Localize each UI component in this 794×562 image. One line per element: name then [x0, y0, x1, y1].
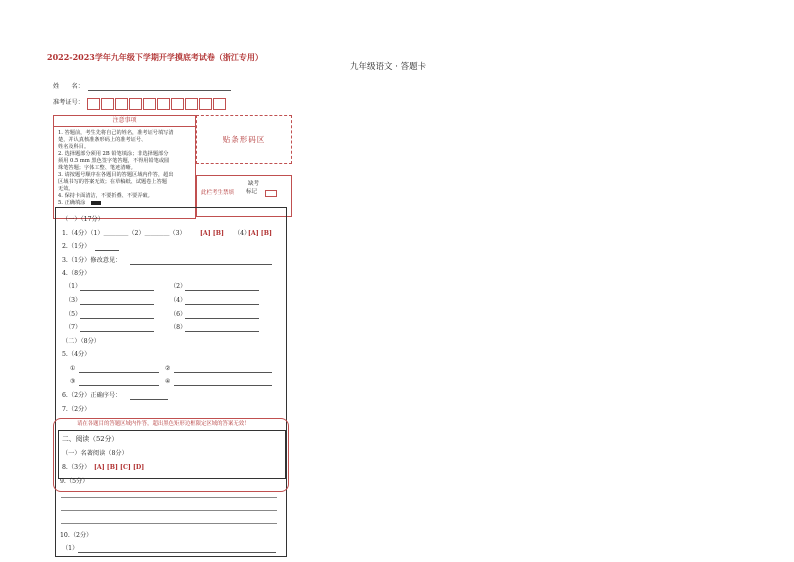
q1-options-b[interactable]: [A] [B]: [248, 230, 272, 237]
admission-digit-box[interactable]: [101, 98, 114, 110]
notes-item: 须用 0.5 mm 黑色签字笔答题，不得用铅笔或圆: [58, 158, 170, 164]
q9-line-2[interactable]: [61, 510, 277, 511]
q5-line-4[interactable]: [174, 385, 272, 386]
sec1-partial-head: （一）（17分）: [62, 216, 104, 223]
q4-line-right[interactable]: [185, 318, 259, 319]
q1-options-a[interactable]: [A] [B]: [200, 230, 224, 237]
q10-line-1[interactable]: [78, 552, 276, 553]
q2-answer-line[interactable]: [95, 250, 119, 251]
notes-item: 区域书写的答案无效；在草稿纸、试题卷上答题: [58, 179, 167, 185]
q5-item-4: ④: [165, 378, 171, 385]
absent-label-right-1: 缺考: [248, 181, 260, 187]
q4-item-left: （3）: [65, 297, 82, 304]
q3-answer-line[interactable]: [130, 264, 272, 265]
q4-item-right: （4）: [170, 297, 187, 304]
notes-item: 楚，并认真核准条形码上的准考证号、: [58, 137, 147, 143]
q8-options[interactable]: [A] [B] [C] [D]: [94, 464, 145, 471]
q4-item-right: （6）: [170, 311, 187, 318]
absent-mark-box[interactable]: [265, 190, 277, 197]
admission-number-boxes[interactable]: [87, 98, 227, 110]
notes-item: 1. 答题前，考生先将自己的姓名，准考证号填写清: [58, 130, 174, 136]
q4-text: 4.（8分）: [62, 270, 91, 277]
q5-text: 5.（4分）: [62, 351, 91, 358]
q5-line-1[interactable]: [79, 372, 159, 373]
q4-item-left: （5）: [65, 311, 82, 318]
q8-text: 8.（3分）: [62, 464, 91, 471]
q4-item-right: （8）: [170, 324, 187, 331]
warning-text: 请在各题目的答题区域内作答，超出黑色矩形边框限定区域的答案无效！: [77, 421, 250, 427]
name-label: 姓 名：: [53, 83, 84, 90]
barcode-area: [196, 115, 292, 164]
section2-sub1: （一）名著阅读（8分）: [62, 450, 128, 457]
q2-text: 2.（1分）: [62, 243, 91, 250]
q9-line-1[interactable]: [61, 497, 277, 498]
q4-line-right[interactable]: [185, 290, 259, 291]
q3-text: 3.（1分）修改意见：: [62, 257, 122, 264]
q5-item-2: ②: [165, 365, 171, 372]
admission-digit-box[interactable]: [115, 98, 128, 110]
q4-line-left[interactable]: [80, 318, 154, 319]
filled-sample-mark: [91, 201, 101, 205]
notes-item: 姓名及科目。: [58, 144, 90, 150]
q4-line-left[interactable]: [80, 290, 154, 291]
q5-item-1: ①: [70, 365, 76, 372]
sub2-head: （二）（8分）: [62, 338, 100, 345]
notes-item: 珠笔答题；字体工整、笔迹清晰。: [58, 165, 136, 171]
admission-label: 准考证号：: [53, 99, 84, 106]
q5-item-3: ③: [70, 378, 76, 385]
notes-item: 5. 正确填涂: [58, 200, 192, 207]
q4-line-left[interactable]: [80, 331, 154, 332]
notes-box: [53, 115, 196, 219]
notes-item: 2. 选择题部分须用 2B 铅笔填涂；非选择题部分: [58, 151, 169, 157]
admission-digit-box[interactable]: [143, 98, 156, 110]
q10-sub1: （1）: [62, 545, 79, 552]
notes-heading: 注意事项: [54, 116, 195, 127]
admission-digit-box[interactable]: [129, 98, 142, 110]
notes-item: 3. 请按题号顺序在各题目的答题区域内作答，超出: [58, 172, 174, 178]
q6-text: 6.（2分）正确序号：: [62, 392, 122, 399]
admission-digit-box[interactable]: [185, 98, 198, 110]
q9-line-3[interactable]: [61, 523, 277, 524]
admission-digit-box[interactable]: [213, 98, 226, 110]
absent-label-right-2: 标记: [246, 189, 258, 195]
q1-text: 1.（4分）（1）＿＿＿＿（2）＿＿＿＿（3）: [62, 230, 186, 237]
section2-title: 二、阅读（52分）: [62, 435, 119, 443]
notes-item: 4. 保持卡面清洁，不要折叠、不要弄破。: [58, 193, 153, 199]
absent-label-left: 此栏考生禁填: [201, 190, 235, 196]
q10-text: 10.（2分）: [60, 532, 93, 539]
admission-digit-box[interactable]: [171, 98, 184, 110]
notes-item: 无效。: [58, 186, 74, 192]
q6-answer-line[interactable]: [130, 399, 168, 400]
q4-line-left[interactable]: [80, 304, 154, 305]
admission-digit-box[interactable]: [199, 98, 212, 110]
sheet-title: 九年级语文 · 答题卡: [350, 62, 427, 72]
q7-text: 7.（2分）: [62, 406, 91, 413]
q4-line-right[interactable]: [185, 331, 259, 332]
q4-item-left: （7）: [65, 324, 82, 331]
q5-line-3[interactable]: [79, 385, 159, 386]
q4-line-right[interactable]: [185, 304, 259, 305]
q1-sub4: （4）: [234, 230, 251, 237]
q4-item-right: （2）: [170, 283, 187, 290]
notes-list: [54, 127, 195, 207]
admission-digit-box[interactable]: [87, 98, 100, 110]
exam-title: 2022-2023学年九年级下学期开学摸底考试卷（浙江专用）: [47, 52, 263, 62]
q4-item-left: （1）: [65, 283, 82, 290]
admission-digit-box[interactable]: [157, 98, 170, 110]
q9-text: 9.（5分）: [60, 478, 89, 485]
barcode-label: 贴条形码区: [222, 135, 266, 144]
q5-line-2[interactable]: [174, 372, 272, 373]
name-field[interactable]: [88, 90, 231, 91]
